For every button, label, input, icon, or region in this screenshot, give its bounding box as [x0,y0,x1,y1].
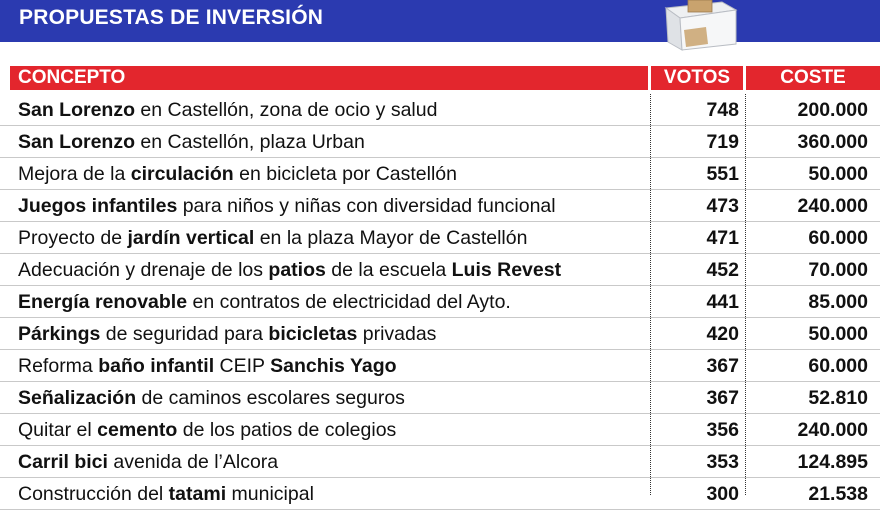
row-concepto [18,222,648,254]
concepto-text: Quitar el [18,419,98,441]
row-coste: 200.000 [797,99,868,121]
concepto-text: Energía renovable [18,291,188,313]
table-row [0,478,880,510]
concepto-text: Mejora de la [18,163,131,185]
concepto-text: Luis Revest [451,259,562,281]
ballot-box-icon [660,0,740,52]
concepto-text: bicicletas [268,323,358,345]
row-concepto [18,126,648,158]
concepto-text: Carril bici [18,451,108,473]
row-coste: 21.538 [808,483,868,505]
concepto-text: de seguridad para [100,323,269,345]
table-row [0,446,880,478]
row-concepto [18,446,648,478]
row-votos: 441 [706,291,739,313]
concepto-text: patios [268,259,326,281]
title-bar [0,0,880,42]
table-row [0,126,880,158]
row-concepto [18,286,648,318]
table-row [0,254,880,286]
table-row [0,382,880,414]
row-concepto [18,254,648,286]
column-divider [650,94,651,495]
row-concepto [18,318,648,350]
row-votos: 367 [706,355,739,377]
proposals-table [0,94,880,510]
concepto-text: tatami [168,483,227,505]
concepto-text: en la plaza Mayor de Castellón [254,227,528,249]
row-votos: 420 [706,323,739,345]
concepto-text: de la escuela [325,259,452,281]
row-votos: 473 [706,195,739,217]
concepto-text: municipal [226,483,314,505]
table-row [0,158,880,190]
concepto-text: en bicicleta por Castellón [233,163,457,185]
row-coste: 60.000 [808,227,868,249]
page-title: PROPUESTAS DE INVERSIÓN [19,6,324,29]
concepto-text: Sanchis Yago [270,355,397,377]
concepto-text: privadas [357,323,437,345]
row-coste: 50.000 [808,323,868,345]
concepto-text: Construcción del [18,483,169,505]
row-concepto [18,94,648,126]
row-coste: 240.000 [797,195,868,217]
concepto-text: Proyecto de [18,227,128,249]
row-votos: 551 [706,163,739,185]
concepto-text: Párkings [18,323,101,345]
row-coste: 360.000 [797,131,868,153]
row-votos: 356 [706,419,739,441]
concepto-text: cemento [97,419,178,441]
row-votos: 367 [706,387,739,409]
concepto-text: Reforma [18,355,99,377]
column-header-coste: COSTE [746,66,880,90]
row-votos: 300 [706,483,739,505]
row-concepto [18,350,648,382]
table-row [0,350,880,382]
row-coste: 70.000 [808,259,868,281]
table-row [0,222,880,254]
concepto-text: baño infantil [98,355,215,377]
row-coste: 240.000 [797,419,868,441]
concepto-text: en Castellón, plaza Urban [135,131,365,153]
column-divider [745,94,746,495]
concepto-text: Juegos infantiles [18,195,178,217]
concepto-text: de los patios de colegios [177,419,397,441]
row-coste: 85.000 [808,291,868,313]
table-row [0,286,880,318]
column-header-concepto: CONCEPTO [10,66,648,90]
row-votos: 471 [706,227,739,249]
concepto-text: en contratos de electricidad del Ayto. [187,291,511,313]
concepto-text: Señalización [18,387,137,409]
table-row [0,190,880,222]
row-coste: 60.000 [808,355,868,377]
concepto-text: circulación [130,163,234,185]
row-concepto [18,414,648,446]
row-concepto [18,478,648,510]
concepto-text: San Lorenzo [18,99,136,121]
concepto-text: para niños y niñas con diversidad funcional [177,195,556,217]
row-concepto [18,158,648,190]
concepto-text: Adecuación y drenaje de los [18,259,269,281]
column-header-votos: VOTOS [651,66,743,90]
row-coste: 50.000 [808,163,868,185]
table-row [0,414,880,446]
row-coste: 124.895 [797,451,868,473]
row-coste: 52.810 [808,387,868,409]
row-concepto [18,190,648,222]
concepto-text: en Castellón, zona de ocio y salud [135,99,438,121]
concepto-text: avenida de l’Alcora [107,451,279,473]
concepto-text: de caminos escolares seguros [136,387,405,409]
table-row [0,94,880,126]
row-votos: 452 [706,259,739,281]
table-row [0,318,880,350]
row-votos: 748 [706,99,739,121]
concepto-text: CEIP [214,355,271,377]
row-votos: 719 [706,131,739,153]
row-votos: 353 [706,451,739,473]
row-concepto [18,382,648,414]
concepto-text: San Lorenzo [18,131,136,153]
concepto-text: jardín vertical [127,227,255,249]
